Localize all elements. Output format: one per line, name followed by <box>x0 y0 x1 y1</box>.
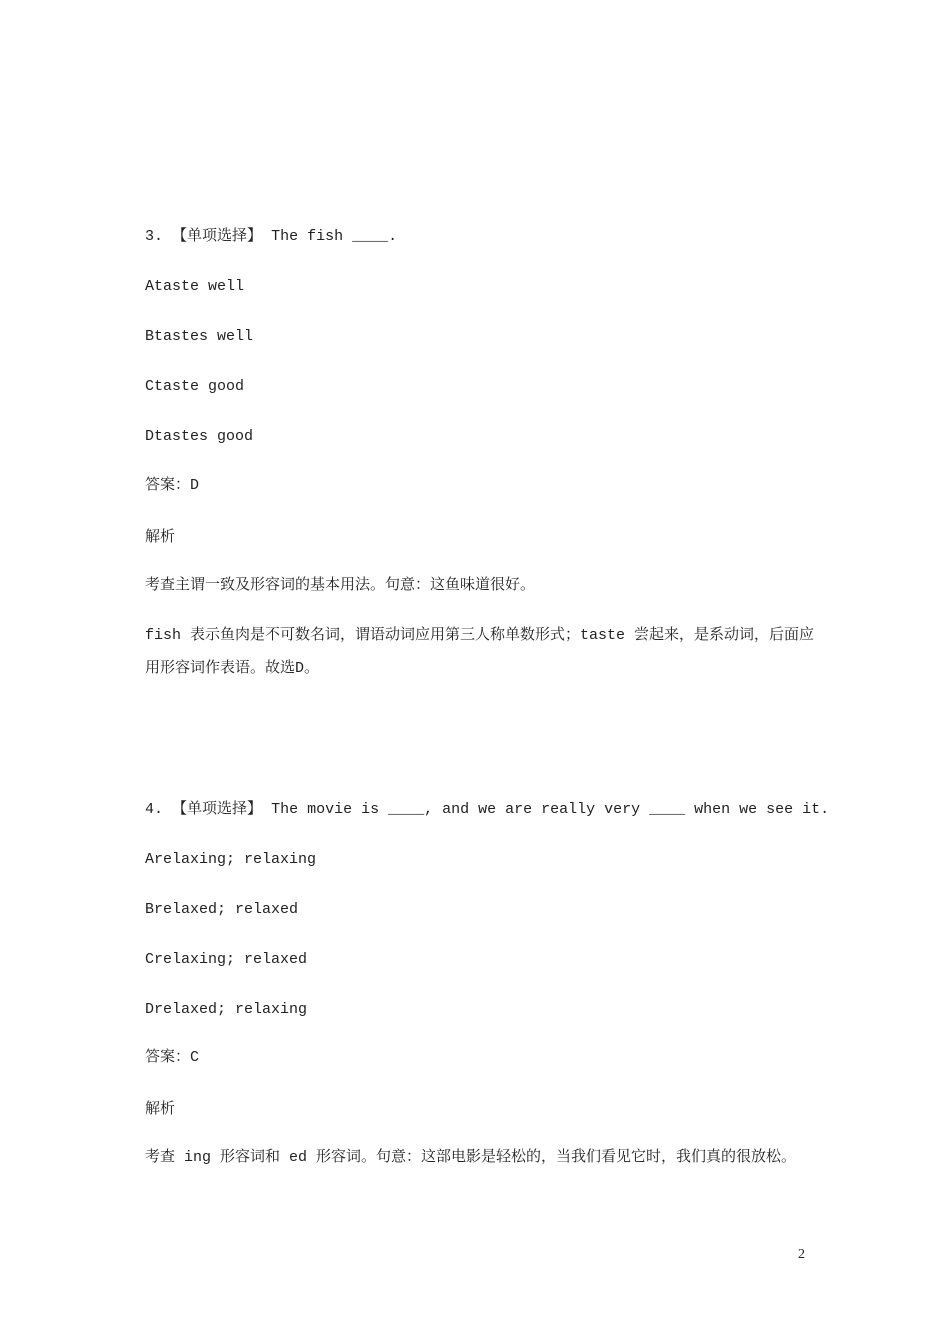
option-c: Crelaxing; relaxed <box>145 951 308 968</box>
answer: 答案：C <box>145 1049 200 1066</box>
option-a: Arelaxing; relaxing <box>145 851 317 868</box>
option-b: Btastes well <box>145 328 254 345</box>
analysis-text: 考查主谓一致及形容词的基本用法。句意：这鱼味道很好。 <box>145 577 536 594</box>
question-stem: The movie is ____, and we are really very ____ when we see it. <box>271 801 830 818</box>
option-a: Ataste well <box>145 278 245 295</box>
question-stem: The fish ____. <box>271 228 398 245</box>
analysis-label: 解析 <box>145 1099 176 1117</box>
question-type-tag: 【单项选择】 <box>172 801 263 818</box>
question-4-header <box>145 799 829 821</box>
option-d: Dtastes good <box>145 428 254 445</box>
answer: 答案：D <box>145 477 200 494</box>
question-3-header <box>145 226 397 248</box>
analysis-text: 考查 ing 形容词和 ed 形容词。句意：这部电影是轻松的，当我们看见它时，我们真的很放松。 <box>145 1149 797 1166</box>
option-b: Brelaxed; relaxed <box>145 901 299 918</box>
page-number: 2 <box>798 1247 805 1262</box>
question-number: 4. <box>145 801 164 818</box>
option-d: Drelaxed; relaxing <box>145 1001 308 1018</box>
question-type-tag: 【单项选择】 <box>172 228 263 245</box>
analysis-text: fish 表示鱼肉是不可数名词，谓语动词应用第三人称单数形式；taste 尝起来，是系动词，后面应用形容词作表语。故选D。 <box>145 627 815 677</box>
question-number: 3. <box>145 228 164 245</box>
analysis-label: 解析 <box>145 527 176 545</box>
option-c: Ctaste good <box>145 378 245 395</box>
